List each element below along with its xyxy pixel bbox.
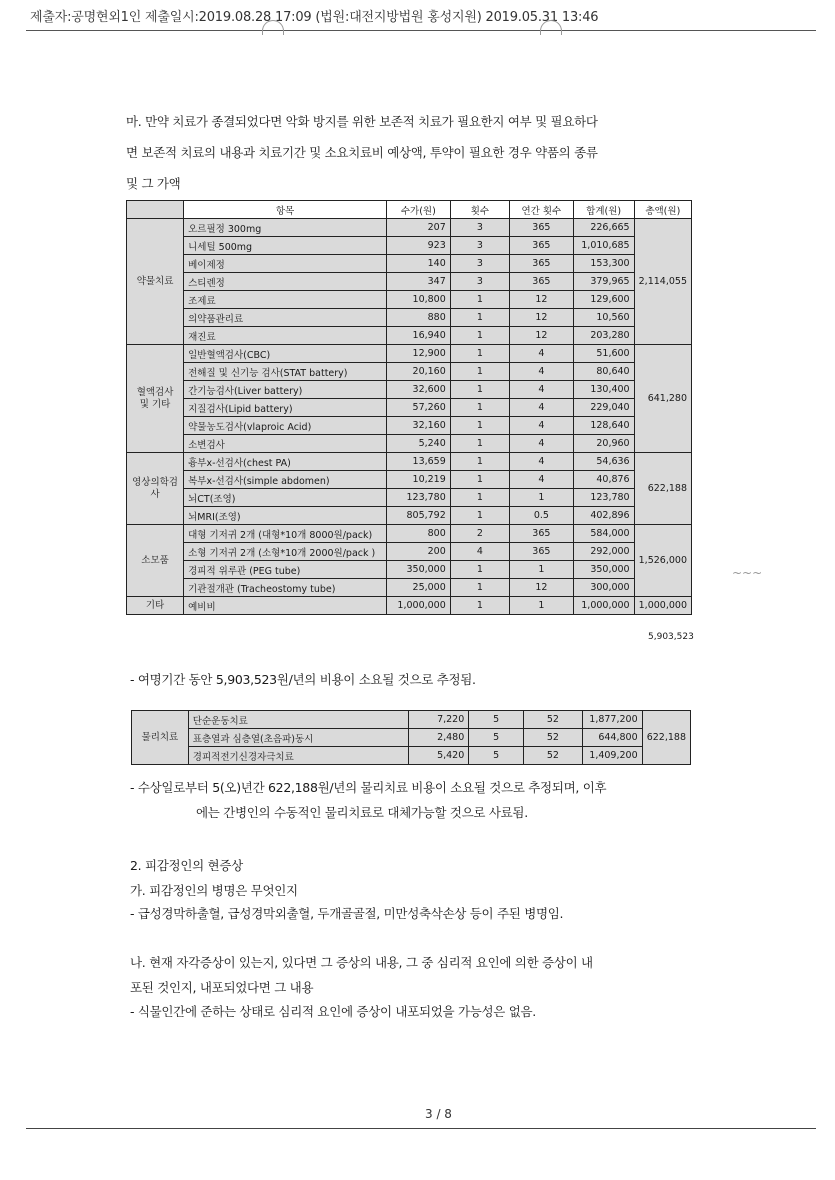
header-left-text: 제출자:공명현외1인 제출일시:2019.08.28 17:09 (법원:대전지방법원 홍성지원) 2019.05.31 13:46	[30, 10, 599, 25]
annual-count-cell: 4	[510, 471, 574, 489]
category-cell: 약물치료	[127, 219, 184, 345]
unit-price-cell: 20,160	[386, 363, 450, 381]
page-number: 3 / 8	[425, 1107, 452, 1121]
item-name-cell: 니세틸 500mg	[184, 237, 387, 255]
item-name-cell: 단순운동치료	[188, 711, 408, 729]
subtotal-cell: 20,960	[573, 435, 634, 453]
section-ma-line1: 마. 만약 치료가 종결되었다면 악화 방지를 위한 보존적 치료가 필요한지 여부 및 필요하다	[126, 114, 598, 129]
annual-count-cell: 52	[523, 729, 582, 747]
section2-na-line1: 나. 현재 자각증상이 있는지, 있다면 그 증상의 내용, 그 중 심리적 요인에 의한 증상이 내	[130, 955, 593, 970]
subtotal-cell: 350,000	[573, 561, 634, 579]
unit-price-cell: 10,219	[386, 471, 450, 489]
column-header: 항목	[184, 201, 387, 219]
unit-price-cell: 2,480	[409, 729, 469, 747]
item-name-cell: 전해질 및 신기능 검사(STAT battery)	[184, 363, 387, 381]
subtotal-cell: 1,877,200	[582, 711, 642, 729]
item-name-cell: 뇌CT(조영)	[184, 489, 387, 507]
item-name-cell: 소형 기저귀 2개 (소형*10개 2000원/pack )	[184, 543, 387, 561]
count-cell: 1	[450, 507, 509, 525]
subtotal-cell: 1,010,685	[573, 237, 634, 255]
subtotal-cell: 1,409,200	[582, 747, 642, 765]
subtotal-cell: 1,000,000	[573, 597, 634, 615]
count-cell: 2	[450, 525, 509, 543]
column-header: 수가(원)	[386, 201, 450, 219]
annual-count-cell: 4	[510, 363, 574, 381]
count-cell: 1	[450, 417, 509, 435]
note-physical-therapy-line1: - 수상일로부터 5(오)년간 622,188원/년의 물리치료 비용이 소요될 것으로 추정되며, 이후	[130, 780, 607, 795]
section2-ga-text: - 급성경막하출혈, 급성경막외출혈, 두개골골절, 미만성축삭손상 등이 주된 병명임.	[130, 906, 564, 921]
unit-price-cell: 13,659	[386, 453, 450, 471]
item-name-cell: 조제료	[184, 291, 387, 309]
section2-na-text: - 식물인간에 준하는 상태로 심리적 요인에 증상이 내포되었을 가능성은 없음.	[130, 1004, 536, 1019]
count-cell: 1	[450, 399, 509, 417]
subtotal-cell: 130,400	[573, 381, 634, 399]
section2-na-line2: 포된 것인지, 내포되었다면 그 내용	[130, 980, 314, 995]
count-cell: 3	[450, 237, 509, 255]
count-cell: 3	[450, 273, 509, 291]
column-header: 합계(원)	[573, 201, 634, 219]
unit-price-cell: 800	[386, 525, 450, 543]
count-cell: 1	[450, 381, 509, 399]
item-name-cell: 지질검사(Lipid battery)	[184, 399, 387, 417]
subtotal-cell: 229,040	[573, 399, 634, 417]
count-cell: 1	[450, 327, 509, 345]
annual-count-cell: 1	[510, 561, 574, 579]
item-name-cell: 스티렌정	[184, 273, 387, 291]
table-row	[132, 729, 691, 747]
table-row	[127, 543, 692, 561]
table-row	[127, 237, 692, 255]
count-cell: 4	[450, 543, 509, 561]
unit-price-cell: 923	[386, 237, 450, 255]
subtotal-cell: 128,640	[573, 417, 634, 435]
category-cell: 소모품	[127, 525, 184, 597]
table-row	[132, 711, 691, 729]
table-row	[127, 525, 692, 543]
annual-count-cell: 4	[510, 453, 574, 471]
unit-price-cell: 207	[386, 219, 450, 237]
subtotal-cell: 584,000	[573, 525, 634, 543]
header-blank-cell	[127, 201, 184, 219]
unit-price-cell: 140	[386, 255, 450, 273]
table-row	[127, 417, 692, 435]
annual-count-cell: 12	[510, 327, 574, 345]
table-row	[127, 291, 692, 309]
table-row	[127, 363, 692, 381]
header-divider	[26, 30, 816, 31]
count-cell: 1	[450, 345, 509, 363]
annual-count-cell: 12	[510, 309, 574, 327]
column-header: 연간 횟수	[510, 201, 574, 219]
category-cell: 혈액검사 및 기타	[127, 345, 184, 453]
count-cell: 1	[450, 309, 509, 327]
annual-count-cell: 4	[510, 435, 574, 453]
item-name-cell: 뇌MRI(조영)	[184, 507, 387, 525]
table-row	[127, 507, 692, 525]
table-row	[127, 453, 692, 471]
annual-count-cell: 52	[523, 747, 582, 765]
table-row	[127, 597, 692, 615]
table-row	[127, 219, 692, 237]
item-name-cell: 의약품관리료	[184, 309, 387, 327]
hole-punch-mark	[262, 20, 284, 35]
grand-total: 5,903,523	[648, 632, 694, 642]
count-cell: 5	[469, 747, 524, 765]
subtotal-cell: 129,600	[573, 291, 634, 309]
annual-count-cell: 0.5	[510, 507, 574, 525]
subtotal-cell: 644,800	[582, 729, 642, 747]
annual-count-cell: 52	[523, 711, 582, 729]
column-header: 총액(원)	[634, 201, 691, 219]
note-physical-therapy-line2: 에는 간병인의 수동적인 물리치료로 대체가능할 것으로 사료됨.	[196, 805, 528, 820]
hole-punch-mark	[540, 20, 562, 35]
count-cell: 1	[450, 561, 509, 579]
subtotal-cell: 402,896	[573, 507, 634, 525]
table-row	[127, 381, 692, 399]
group-total-cell: 1,526,000	[634, 525, 691, 597]
count-cell: 3	[450, 219, 509, 237]
table-row	[127, 579, 692, 597]
unit-price-cell: 123,780	[386, 489, 450, 507]
item-name-cell: 일반혈액검사(CBC)	[184, 345, 387, 363]
annual-count-cell: 4	[510, 399, 574, 417]
document-header	[30, 6, 604, 25]
item-name-cell: 간기능검사(Liver battery)	[184, 381, 387, 399]
item-name-cell: 약물농도검사(vlaproic Acid)	[184, 417, 387, 435]
annual-count-cell: 1	[510, 597, 574, 615]
table-row	[127, 399, 692, 417]
subtotal-cell: 153,300	[573, 255, 634, 273]
treatment-cost-table	[126, 200, 692, 615]
unit-price-cell: 5,420	[409, 747, 469, 765]
item-name-cell: 오르필정 300mg	[184, 219, 387, 237]
table-row	[127, 561, 692, 579]
subtotal-cell: 54,636	[573, 453, 634, 471]
group-total-cell: 2,114,055	[634, 219, 691, 345]
section2-title: 2. 피감정인의 현증상	[130, 858, 243, 873]
footer-divider	[26, 1128, 816, 1129]
subtotal-cell: 80,640	[573, 363, 634, 381]
annual-count-cell: 365	[510, 219, 574, 237]
count-cell: 5	[469, 729, 524, 747]
subtotal-cell: 300,000	[573, 579, 634, 597]
count-cell: 1	[450, 453, 509, 471]
item-name-cell: 표층열과 심층열(초음파)동시	[188, 729, 408, 747]
unit-price-cell: 16,940	[386, 327, 450, 345]
count-cell: 1	[450, 291, 509, 309]
section-ma-line2: 면 보존적 치료의 내용과 치료기간 및 소요치료비 예상액, 투약이 필요한 경우 약품의 종류	[126, 145, 598, 160]
count-cell: 1	[450, 435, 509, 453]
item-name-cell: 경피적 위루관 (PEG tube)	[184, 561, 387, 579]
category-cell: 기타	[127, 597, 184, 615]
table-row	[127, 327, 692, 345]
table-row	[127, 273, 692, 291]
item-name-cell: 베이제정	[184, 255, 387, 273]
subtotal-cell: 10,560	[573, 309, 634, 327]
annual-count-cell: 365	[510, 237, 574, 255]
unit-price-cell: 10,800	[386, 291, 450, 309]
count-cell: 1	[450, 579, 509, 597]
unit-price-cell: 5,240	[386, 435, 450, 453]
section-ma-line3: 및 그 가액	[126, 176, 181, 191]
item-name-cell: 경피적전기신경자극치료	[188, 747, 408, 765]
unit-price-cell: 347	[386, 273, 450, 291]
section2-ga-title: 가. 피감정인의 병명은 무엇인지	[130, 883, 298, 898]
annual-count-cell: 365	[510, 543, 574, 561]
table-row	[127, 435, 692, 453]
table-row	[132, 747, 691, 765]
unit-price-cell: 1,000,000	[386, 597, 450, 615]
annual-count-cell: 365	[510, 255, 574, 273]
subtotal-cell: 292,000	[573, 543, 634, 561]
table-row	[127, 309, 692, 327]
category-cell: 영상의학검사	[127, 453, 184, 525]
unit-price-cell: 7,220	[409, 711, 469, 729]
item-name-cell: 예비비	[184, 597, 387, 615]
unit-price-cell: 25,000	[386, 579, 450, 597]
unit-price-cell: 350,000	[386, 561, 450, 579]
category-cell: 물리치료	[132, 711, 189, 765]
unit-price-cell: 57,260	[386, 399, 450, 417]
unit-price-cell: 805,792	[386, 507, 450, 525]
count-cell: 1	[450, 363, 509, 381]
count-cell: 1	[450, 471, 509, 489]
annual-count-cell: 1	[510, 489, 574, 507]
note-life-expectancy-cost: - 여명기간 동안 5,903,523원/년의 비용이 소요될 것으로 추정됨.	[130, 672, 476, 687]
group-total-cell: 622,188	[642, 711, 690, 765]
annual-count-cell: 4	[510, 345, 574, 363]
unit-price-cell: 200	[386, 543, 450, 561]
item-name-cell: 복부x-선검사(simple abdomen)	[184, 471, 387, 489]
annual-count-cell: 12	[510, 291, 574, 309]
table-row	[127, 471, 692, 489]
subtotal-cell: 379,965	[573, 273, 634, 291]
table-row	[127, 489, 692, 507]
item-name-cell: 대형 기저귀 2개 (대형*10개 8000원/pack)	[184, 525, 387, 543]
annual-count-cell: 365	[510, 273, 574, 291]
table-row	[127, 345, 692, 363]
column-header: 횟수	[450, 201, 509, 219]
count-cell: 3	[450, 255, 509, 273]
subtotal-cell: 51,600	[573, 345, 634, 363]
group-total-cell: 1,000,000	[634, 597, 691, 615]
annual-count-cell: 12	[510, 579, 574, 597]
unit-price-cell: 32,160	[386, 417, 450, 435]
subtotal-cell: 40,876	[573, 471, 634, 489]
subtotal-cell: 123,780	[573, 489, 634, 507]
subtotal-cell: 226,665	[573, 219, 634, 237]
annual-count-cell: 4	[510, 417, 574, 435]
table-row	[127, 255, 692, 273]
group-total-cell: 641,280	[634, 345, 691, 453]
count-cell: 5	[469, 711, 524, 729]
count-cell: 1	[450, 489, 509, 507]
item-name-cell: 소변검사	[184, 435, 387, 453]
unit-price-cell: 32,600	[386, 381, 450, 399]
item-name-cell: 기관절개관 (Tracheostomy tube)	[184, 579, 387, 597]
annual-count-cell: 365	[510, 525, 574, 543]
item-name-cell: 재진료	[184, 327, 387, 345]
unit-price-cell: 12,900	[386, 345, 450, 363]
physical-therapy-table	[131, 710, 691, 765]
group-total-cell: 622,188	[634, 453, 691, 525]
item-name-cell: 흉부x-선검사(chest PA)	[184, 453, 387, 471]
count-cell: 1	[450, 597, 509, 615]
annual-count-cell: 4	[510, 381, 574, 399]
subtotal-cell: 203,280	[573, 327, 634, 345]
scan-smudge: ~~~	[732, 566, 763, 580]
unit-price-cell: 880	[386, 309, 450, 327]
table-header-row	[127, 201, 692, 219]
